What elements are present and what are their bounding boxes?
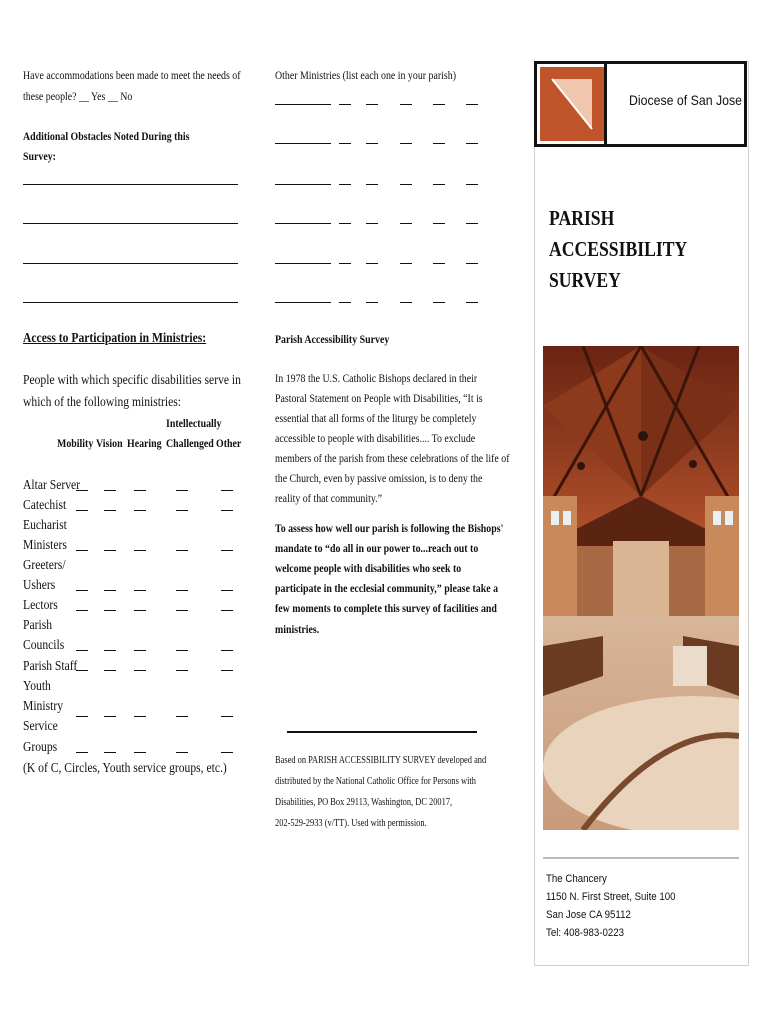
other-ministry-blank[interactable]: [366, 104, 378, 105]
survey-label: Parish Accessibility Survey: [275, 334, 390, 346]
ministry-ministry: Ministry: [23, 698, 64, 713]
other-ministry-blank[interactable]: [339, 263, 351, 264]
answer-blank[interactable]: [104, 550, 116, 551]
answer-blank[interactable]: [134, 610, 146, 611]
other-ministry-blank[interactable]: [433, 104, 445, 105]
paragraph-line: the Church, even by passive omission, is to deny the: [275, 473, 483, 485]
ministry-ministers: Ministers: [23, 537, 67, 552]
answer-blank[interactable]: [104, 590, 116, 591]
title-line: SURVEY: [549, 268, 621, 292]
intro-line-2: which of the following ministries:: [23, 394, 182, 409]
column-header-challenged: Challenged: [166, 438, 214, 450]
other-ministry-blank[interactable]: [466, 184, 478, 185]
answer-blank[interactable]: [134, 510, 146, 511]
answer-blank[interactable]: [221, 650, 233, 651]
other-ministry-blank[interactable]: [339, 302, 351, 303]
answer-blank[interactable]: [104, 670, 116, 671]
column-header-vision: Vision: [96, 438, 123, 450]
answer-blank[interactable]: [76, 670, 88, 671]
diocese-logo-icon: [540, 67, 604, 141]
answer-blank[interactable]: [134, 752, 146, 753]
ministry-ushers: Ushers: [23, 577, 56, 592]
other-ministry-line[interactable]: [275, 143, 331, 144]
other-ministry-blank[interactable]: [366, 263, 378, 264]
access-heading: Access to Participation in Ministries:: [23, 330, 207, 345]
answer-blank[interactable]: [76, 590, 88, 591]
other-ministry-line[interactable]: [275, 302, 331, 303]
answer-blank[interactable]: [221, 610, 233, 611]
answer-blank[interactable]: [221, 590, 233, 591]
other-ministry-blank[interactable]: [400, 223, 412, 224]
other-ministry-blank[interactable]: [466, 302, 478, 303]
obstacles-heading-2: Survey:: [23, 151, 56, 163]
answer-blank[interactable]: [221, 510, 233, 511]
address-line: 1150 N. First Street, Suite 100: [546, 891, 676, 903]
other-ministry-blank[interactable]: [466, 143, 478, 144]
ministry-lectors: Lectors: [23, 597, 58, 612]
answer-blank[interactable]: [221, 670, 233, 671]
column-header-hearing: Hearing: [127, 438, 162, 450]
other-ministries-label: Other Ministries (list each one in your parish): [275, 70, 457, 82]
ministry-parish-staff: Parish Staff: [23, 658, 78, 673]
column-header-other: Other: [216, 438, 242, 450]
answer-blank[interactable]: [76, 490, 88, 491]
paragraph-line: few moments to complete this survey of facilities and: [275, 603, 497, 615]
obstacles-line-4[interactable]: [23, 302, 238, 303]
answer-blank[interactable]: [176, 716, 188, 717]
answer-blank[interactable]: [176, 752, 188, 753]
other-ministry-line[interactable]: [275, 184, 331, 185]
accommodations-answer: these people? __ Yes __ No: [23, 91, 133, 103]
accommodations-question: Have accommodations been made to meet the needs of: [23, 70, 241, 82]
ministry-altar-server: Altar Server: [23, 477, 81, 492]
other-ministry-line[interactable]: [275, 104, 331, 105]
ministry-catechist: Catechist: [23, 497, 67, 512]
answer-blank[interactable]: [134, 670, 146, 671]
ministries-note: (K of C, Circles, Youth service groups, etc.): [23, 760, 227, 775]
credit-line: distributed by the National Catholic Office for Persons with: [275, 776, 476, 787]
paragraph-line: accessible to people with disabilities.... To exclude: [275, 433, 476, 445]
answer-blank[interactable]: [221, 752, 233, 753]
answer-blank[interactable]: [104, 510, 116, 511]
answer-blank[interactable]: [176, 510, 188, 511]
other-ministry-blank[interactable]: [339, 104, 351, 105]
paragraph-line: participate in the ecclesial community,” please take a: [275, 583, 499, 595]
obstacles-line-1[interactable]: [23, 184, 238, 185]
answer-blank[interactable]: [176, 590, 188, 591]
answer-blank[interactable]: [176, 610, 188, 611]
address-line: The Chancery: [546, 873, 607, 885]
answer-blank[interactable]: [104, 650, 116, 651]
answer-blank[interactable]: [76, 510, 88, 511]
ministry-eucharist: Eucharist: [23, 517, 67, 532]
other-ministry-blank[interactable]: [366, 143, 378, 144]
other-ministry-blank[interactable]: [366, 184, 378, 185]
other-ministry-blank[interactable]: [339, 223, 351, 224]
address-line: Tel: 408-983-0223: [546, 927, 625, 939]
answer-blank[interactable]: [104, 752, 116, 753]
other-ministry-blank[interactable]: [366, 223, 378, 224]
title-line: ACCESSIBILITY: [549, 237, 688, 261]
page-title: [549, 203, 687, 296]
answer-blank[interactable]: [176, 650, 188, 651]
paragraph-line: Pastoral Statement on People with Disabilities, “It is: [275, 393, 483, 405]
other-ministry-blank[interactable]: [400, 263, 412, 264]
diocese-header: [534, 61, 747, 147]
address-block: [546, 870, 675, 942]
ministry-greeters: Greeters/: [23, 557, 66, 572]
paragraph-line: To assess how well our parish is following the Bishops': [275, 523, 504, 535]
other-ministry-blank[interactable]: [400, 143, 412, 144]
answer-blank[interactable]: [176, 550, 188, 551]
paragraph-line: In 1978 the U.S. Catholic Bishops declared in their: [275, 373, 478, 385]
other-ministry-blank[interactable]: [433, 302, 445, 303]
answer-blank[interactable]: [176, 670, 188, 671]
answer-blank[interactable]: [76, 610, 88, 611]
other-ministry-line[interactable]: [275, 263, 331, 264]
address-divider: [543, 857, 739, 859]
ministry-councils: Councils: [23, 637, 65, 652]
answer-blank[interactable]: [176, 490, 188, 491]
other-ministry-blank[interactable]: [466, 263, 478, 264]
other-ministry-blank[interactable]: [400, 184, 412, 185]
paragraph-line: essential that all forms of the liturgy be completely: [275, 413, 477, 425]
other-ministry-line[interactable]: [275, 223, 331, 224]
answer-blank[interactable]: [76, 752, 88, 753]
other-ministry-blank[interactable]: [433, 263, 445, 264]
answer-blank[interactable]: [104, 490, 116, 491]
paragraph-line: reality of that community.”: [275, 493, 383, 505]
obstacles-line-2[interactable]: [23, 223, 238, 224]
obstacles-line-3[interactable]: [23, 263, 238, 264]
address-line: San Jose CA 95112: [546, 909, 631, 921]
church-interior-photo: [543, 346, 739, 830]
other-ministry-blank[interactable]: [466, 104, 478, 105]
answer-blank[interactable]: [221, 550, 233, 551]
answer-blank[interactable]: [134, 550, 146, 551]
ministry-groups: Groups: [23, 739, 58, 754]
other-ministry-blank[interactable]: [400, 302, 412, 303]
answer-blank[interactable]: [221, 716, 233, 717]
answer-blank[interactable]: [134, 650, 146, 651]
other-ministry-blank[interactable]: [339, 184, 351, 185]
ministry-youth: Youth: [23, 678, 51, 693]
diocese-name: Diocese of San Jose: [629, 92, 742, 108]
other-ministry-blank[interactable]: [433, 143, 445, 144]
other-ministry-blank[interactable]: [400, 104, 412, 105]
credit-line: Disabilities, PO Box 29113, Washington, DC 20017,: [275, 797, 453, 808]
ministry-parish: Parish: [23, 617, 53, 632]
other-ministry-blank[interactable]: [433, 184, 445, 185]
obstacles-heading: Additional Obstacles Noted During this: [23, 131, 190, 143]
ministry-service: Service: [23, 718, 58, 733]
title-line: PARISH: [549, 206, 615, 230]
other-ministry-blank[interactable]: [466, 223, 478, 224]
divider: [287, 731, 477, 733]
answer-blank[interactable]: [134, 716, 146, 717]
answer-blank[interactable]: [104, 610, 116, 611]
answer-blank[interactable]: [76, 650, 88, 651]
credit-line: 202-529-2933 (v/TT). Used with permission.: [275, 818, 427, 829]
paragraph-line: mandate to “do all in our power to...reach out to: [275, 543, 479, 555]
answer-blank[interactable]: [134, 590, 146, 591]
column-header-mobility: Mobility: [57, 438, 94, 450]
credit-line: Based on PARISH ACCESSIBILITY SURVEY developed and: [275, 755, 487, 766]
paragraph-line: ministries.: [275, 624, 320, 636]
intro-line-1: People with which specific disabilities serve in: [23, 372, 241, 387]
answer-blank[interactable]: [76, 550, 88, 551]
answer-blank[interactable]: [76, 716, 88, 717]
other-ministry-blank[interactable]: [433, 223, 445, 224]
paragraph-line: welcome people with disabilities who seek to: [275, 563, 462, 575]
other-ministry-blank[interactable]: [366, 302, 378, 303]
column-header-intellectually: Intellectually: [166, 418, 222, 430]
answer-blank[interactable]: [134, 490, 146, 491]
answer-blank[interactable]: [104, 716, 116, 717]
other-ministry-blank[interactable]: [339, 143, 351, 144]
answer-blank[interactable]: [221, 490, 233, 491]
paragraph-line: members of the parish from these celebrations of the life of: [275, 453, 510, 465]
